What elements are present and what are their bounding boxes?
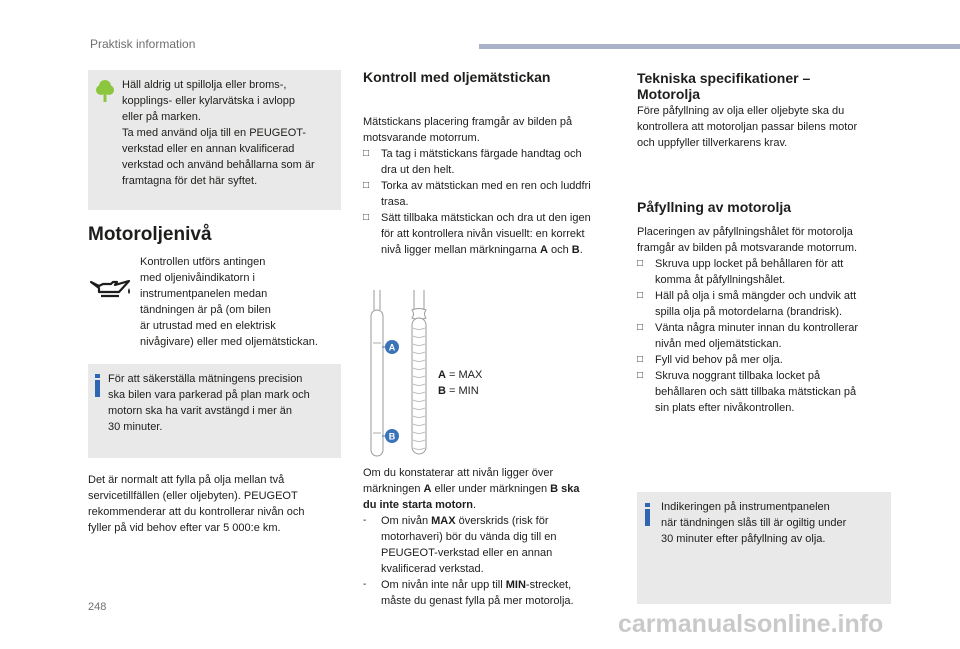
fill-intro-line: framgår av bilden på motsvarande motorrum. bbox=[637, 242, 858, 254]
intro-line: motsvarande motorrum. bbox=[363, 132, 480, 144]
environment-notice-box bbox=[88, 70, 341, 210]
dipstick-step: □ Torka av mätstickan med en ren och luddfri trasa. bbox=[363, 180, 591, 208]
env-line: verkstad och använd behållarna som är bbox=[122, 159, 315, 171]
refill-step: □ Fyll vid behov på mer olja. bbox=[637, 354, 783, 366]
refill-step: □ Skruva upp locket på behållaren för att komma åt påfyllningshålet. bbox=[637, 258, 844, 286]
info-line: ska bilen vara parkerad på plan mark och bbox=[108, 389, 310, 401]
refill-step: □ Skruva noggrant tillbaka locket på behållaren och sätt tillbaka mätstickan på sin plats efter nivåkontrollen. bbox=[637, 370, 857, 414]
spec-line: och uppfyller tillverkarens krav. bbox=[637, 137, 788, 149]
gauge-line: Kontrollen utförs antingen bbox=[140, 256, 266, 268]
environment-tree-icon bbox=[96, 79, 114, 103]
gauge-line: nivågivare) eller med oljemätstickan. bbox=[140, 336, 318, 348]
spec-line: kontrollera att motoroljan passar bilens motor bbox=[637, 121, 858, 133]
refill-step: □ Häll på olja i små mängder och undvik att spilla olja på motordelarna (brandrisk). bbox=[637, 290, 857, 318]
dash-item: - Om nivån MAX överskrids (risk för motorhaveri) bör du vända dig till en PEUGEOT-verkstad eller en annan kvalificerad verkstad. bbox=[363, 515, 557, 575]
refill-step: □ Vänta några minuter innan du kontrollerar nivån med oljemätstickan. bbox=[637, 322, 859, 350]
gauge-line: är utrustad med en elektrisk bbox=[140, 320, 276, 332]
bullet-icon: □ bbox=[637, 258, 644, 269]
gauge-line: tändningen är på (om bilen bbox=[140, 304, 271, 316]
gauge-line: med oljenivåindikatorn i bbox=[140, 272, 255, 284]
intro-line: Mätstickans placering framgår av bilden på bbox=[363, 116, 573, 128]
dipstick-step: □ Sätt tillbaka mätstickan och dra ut den igen för att kontrollera nivån visuellt: en korrekt nivå ligger mellan märkningarna A och B. bbox=[363, 212, 591, 256]
marker-a: A bbox=[388, 342, 396, 353]
info-line: när tändningen slås till är ogiltig under bbox=[661, 517, 847, 529]
env-line: Häll aldrig ut spillolja eller broms-, bbox=[122, 79, 287, 91]
info-line: För att säkerställa mätningens precision bbox=[108, 373, 303, 385]
fill-intro-line: Placeringen av påfyllningshålet för motorolja bbox=[637, 226, 853, 238]
env-line: Ta med använd olja till en PEUGEOT- bbox=[122, 127, 307, 139]
section-title-specs-2: Motorolja bbox=[637, 86, 700, 102]
bullet-icon: □ bbox=[637, 290, 644, 301]
dipstick-illustration bbox=[362, 288, 442, 458]
bullet-icon: □ bbox=[363, 212, 370, 223]
header-bar bbox=[479, 44, 960, 49]
dash-item: - Om nivån inte når upp till MIN-strecket, måste du genast fylla på mer motorolja. bbox=[363, 579, 574, 607]
bullet-icon: □ bbox=[637, 354, 644, 365]
watermark[interactable]: carmanualsonline.info bbox=[618, 610, 884, 638]
bullet-icon: □ bbox=[363, 148, 370, 159]
env-line: framtagna för det här syftet. bbox=[122, 175, 258, 187]
normal-line: servicetillfällen (eller oljebyten). PEUGEOT bbox=[88, 490, 298, 502]
dipstick-step: □ Ta tag i mätstickans färgade handtag och dra ut den helt. bbox=[363, 148, 582, 176]
info-box-precision bbox=[88, 364, 341, 458]
normal-line: Det är normalt att fylla på olja mellan två bbox=[88, 474, 285, 486]
env-line: verkstad eller en annan kvalificerad bbox=[122, 143, 295, 155]
normal-line: rekommenderar att du kontrollerar nivån och bbox=[88, 506, 305, 518]
page-number: 248 bbox=[88, 601, 107, 613]
section-title-oil-level: Motoroljenivå bbox=[88, 224, 212, 245]
warn-line: du inte starta motorn. bbox=[363, 499, 477, 511]
section-title-specs: Tekniska specifikationer – bbox=[637, 70, 811, 86]
gauge-line: instrumentpanelen medan bbox=[140, 288, 268, 300]
section-title-dipstick: Kontroll med oljemätstickan bbox=[363, 69, 551, 85]
info-line: 30 minuter. bbox=[108, 421, 163, 433]
info-line: motorn ska ha varit avstängd i mer än bbox=[108, 405, 293, 417]
dipstick-legend: A = MAX B = MIN bbox=[438, 369, 483, 397]
section-label: Praktisk information bbox=[90, 37, 196, 51]
env-line: kopplings- eller kylarvätska i avlopp bbox=[122, 95, 296, 107]
env-line: eller på marken. bbox=[122, 111, 201, 123]
oil-can-icon bbox=[89, 276, 133, 300]
info-icon bbox=[95, 374, 103, 397]
info-line: Indikeringen på instrumentpanelen bbox=[661, 501, 830, 513]
marker-b: B bbox=[388, 431, 396, 442]
bullet-icon: □ bbox=[363, 180, 370, 191]
spec-line: Före påfyllning av olja eller oljebyte ska du bbox=[637, 105, 845, 117]
info-line: 30 minuter efter påfyllning av olja. bbox=[661, 533, 826, 545]
normal-line: fyller på vid behov efter var 5 000:e km. bbox=[88, 522, 281, 534]
warn-line: märkningen A eller under märkningen B ska bbox=[363, 483, 580, 495]
info-box-indicator bbox=[637, 492, 891, 604]
section-title-refill: Påfyllning av motorolja bbox=[637, 199, 792, 215]
bullet-icon: □ bbox=[637, 370, 644, 381]
bullet-icon: □ bbox=[637, 322, 644, 333]
warn-line: Om du konstaterar att nivån ligger över bbox=[363, 467, 554, 479]
info-icon bbox=[645, 503, 653, 526]
